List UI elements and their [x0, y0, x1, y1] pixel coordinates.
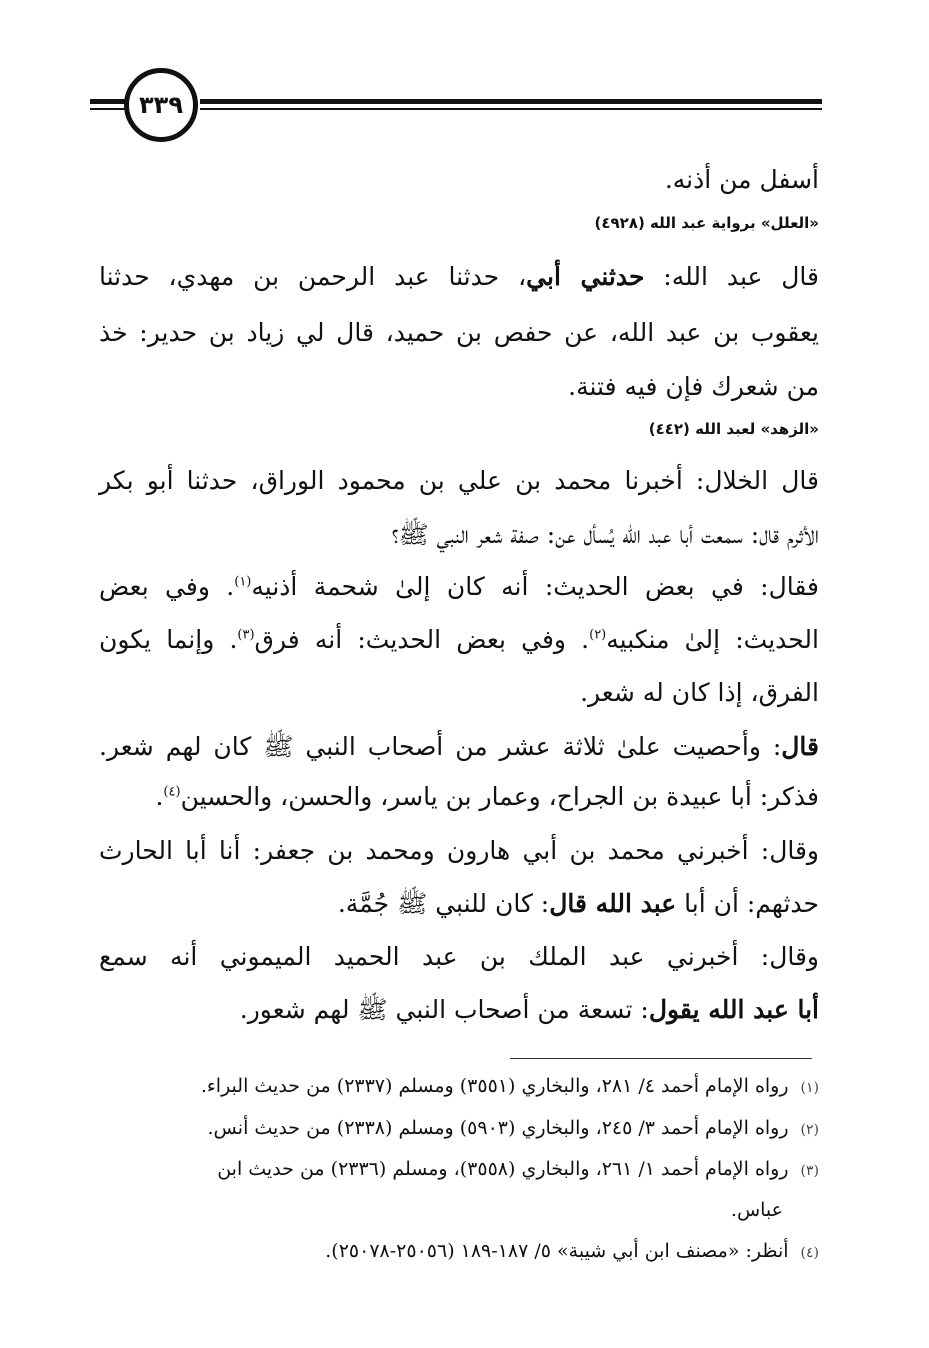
text-line: من شعرك فإن فيه فتنة. — [568, 372, 819, 401]
footnote-text: رواه الإمام أحمد ١/ ٢٦١، والبخاري (٣٥٥٨)، ومسلم (٢٣٣٦) من حديث ابن — [217, 1158, 789, 1180]
emphasis: حدثني أبي — [526, 262, 645, 291]
footnote-marker: (٤) — [163, 784, 181, 800]
text-line — [99, 731, 819, 768]
text-span: . وإنما يكون — [99, 625, 238, 654]
footnote-number: (٣) — [800, 1163, 819, 1179]
text-span: . — [155, 782, 164, 811]
footnote — [208, 1117, 819, 1139]
footnote-text: رواه الإمام أحمد ٣/ ٢٤٥، والبخاري (٥٩٠٣) ومسلم (٢٣٣٨) من حديث أنس. — [207, 1117, 789, 1139]
footnote-number: (٤) — [800, 1245, 819, 1261]
text-line — [99, 572, 819, 601]
text-span: الحديث: إلىٰ منكبيه — [606, 625, 819, 654]
header-rule — [200, 108, 822, 110]
page-number-badge — [124, 68, 198, 142]
footnote-text: رواه الإمام أحمد ٤/ ٢٨١، والبخاري (٣٥٥١) ومسلم (٢٣٣٧) من حديث البراء. — [200, 1075, 789, 1097]
emphasis: عبد الله قال — [549, 889, 677, 918]
text-span: ، حدثنا عبد الرحمن بن مهدي، حدثنا — [99, 262, 527, 291]
text-span: . وفي بعض الحديث: أنه فرق — [254, 625, 590, 654]
text-line: وقال: أخبرني عبد الملك بن عبد الحميد الميموني أنه سمع — [99, 942, 819, 971]
emphasis: قال — [781, 732, 819, 761]
footnote-number: (١) — [800, 1080, 819, 1096]
footnote-marker: (٣) — [237, 627, 255, 643]
text-line: الفرق، إذا كان له شعر. — [580, 678, 819, 707]
footnote-continuation: عباس. — [730, 1199, 783, 1221]
emphasis: أبا عبد الله يقول — [648, 995, 819, 1024]
footnote — [201, 1075, 819, 1097]
source-reference: «الزهد» لعبد الله (٤٤٢) — [648, 420, 819, 438]
text-line: وقال: أخبرني محمد بن أبي هارون ومحمد بن جعفر: أنا أبا الحارث — [99, 836, 819, 865]
text-span: فقال: في بعض الحديث: أنه كان إلىٰ شحمة أذنيه — [251, 572, 819, 601]
footnote-number: (٢) — [800, 1122, 819, 1138]
footnote — [217, 1158, 819, 1180]
text-span: : تسعة من أصحاب النبي ﷺ لهم شعور. — [239, 995, 649, 1024]
text-line — [240, 994, 819, 1031]
text-line — [99, 625, 819, 654]
footnote — [325, 1240, 819, 1262]
footnote-text: أنظر: «مصنف ابن أبي شيبة» ٥/ ١٨٧-١٨٩ (٢٥٠٥٦-٢٥٠٧٨). — [325, 1240, 789, 1262]
text-span: حدثهم: أن أبا — [676, 889, 819, 918]
footnote-marker: (٢) — [589, 627, 607, 643]
header-rule — [200, 99, 822, 104]
text-line: قال الخلال: أخبرنا محمد بن علي بن محمود الوراق، حدثنا أبو بكر — [99, 466, 819, 495]
text-span: فذكر: أبا عبيدة بن الجراح، وعمار بن ياسر، والحسن، والحسين — [180, 782, 819, 811]
text-line — [155, 782, 819, 811]
footnote-separator — [510, 1058, 812, 1059]
text-line: أسفل من أذنه. — [664, 165, 819, 194]
text-line — [338, 888, 819, 925]
text-line: الأثرم قال: سمعت أبا عبد الله يُسأل عن: صفة شعر النبي ﷺ؟ — [391, 520, 819, 549]
text-span: : كان للنبي ﷺ جُمَّة. — [337, 889, 550, 918]
text-span: قال عبد الله: — [644, 262, 819, 291]
page-number: ٣٣٩ — [139, 91, 183, 119]
text-span: . وفي بعض — [99, 572, 235, 601]
text-line: يعقوب بن عبد الله، عن حفص بن حميد، قال لي زياد بن حدير: خذ — [99, 318, 819, 347]
text-line — [99, 262, 819, 291]
footnote-marker: (١) — [234, 574, 252, 590]
source-reference: «العلل» برواية عبد الله (٤٩٢٨) — [594, 214, 819, 232]
text-span: : وأحصيت علىٰ ثلاثة عشر من أصحاب النبي ﷺ كان لهم شعر. — [99, 732, 782, 761]
